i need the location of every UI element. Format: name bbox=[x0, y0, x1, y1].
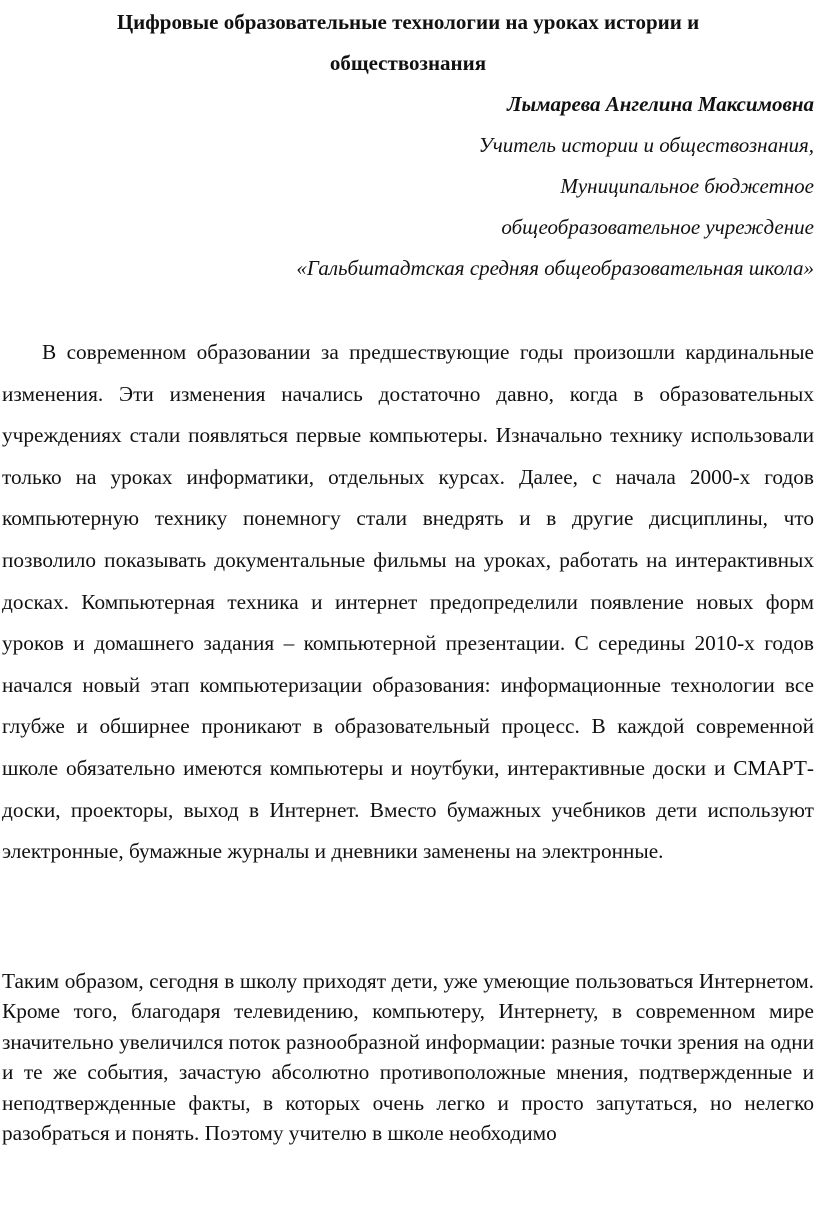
document-title bbox=[0, 2, 816, 84]
body-paragraph-1: В современном образовании за предшествующие годы произошли кардинальные изменения. Эти изменения начались достаточно давно, когда в образовательных учреждениях стали появляться первые компьютеры. Изначально технику использовали только на уроках информатики, отдельных курсах. Далее, с начала 2000-х годов компьютерную технику понемногу стали внедрять и в другие дисциплины, что позволило показывать документальные фильмы на уроках, работать на интерактивных досках. Компьютерная техника и интернет предопределили появление новых форм уроков и домашнего задания – компьютерной презентации. С середины 2010-х годов начался новый этап компьютеризации образования: информационные технологии все глубже и обширнее проникают в образовательный процесс. В каждой современной школе обязательно имеются компьютеры и ноутбуки, интерактивные доски и СМАРТ-доски, проекторы, выход в Интернет. Вместо бумажных учебников дети используют электронные, бумажные журналы и дневники заменены на электронные. bbox=[2, 340, 814, 864]
title-line-1: Цифровые образовательные технологии на уроках истории и bbox=[116, 10, 700, 34]
body-paragraph-2: Таким образом, сегодня в школу приходят дети, уже умеющие пользоваться Интернетом. Кроме того, благодаря телевидению, компьютеру, Интернету, в современном мире значительно увеличился поток разнообразной информации: разные точки зрения на одни и те же события, зачастую абсолютно противоположные мнения, подтвержденные и неподтвержденные факты, в которых очень легко и просто запутаться, но нелегко разобраться и понять. Поэтому учителю в школе необходимо bbox=[2, 969, 814, 1146]
author-position: Учитель истории и обществознания, bbox=[478, 133, 814, 157]
organization-line-3: «Гальбштадтская средняя общеобразовательная школа» bbox=[296, 256, 814, 280]
organization-line-1: Муниципальное бюджетное bbox=[560, 174, 814, 198]
author-name: Лымарева Ангелина Максимовна bbox=[507, 92, 814, 116]
title-line-2: обществознания bbox=[329, 51, 487, 75]
organization-line-2: общеобразовательное учреждение bbox=[501, 215, 814, 239]
author-block bbox=[34, 84, 814, 289]
